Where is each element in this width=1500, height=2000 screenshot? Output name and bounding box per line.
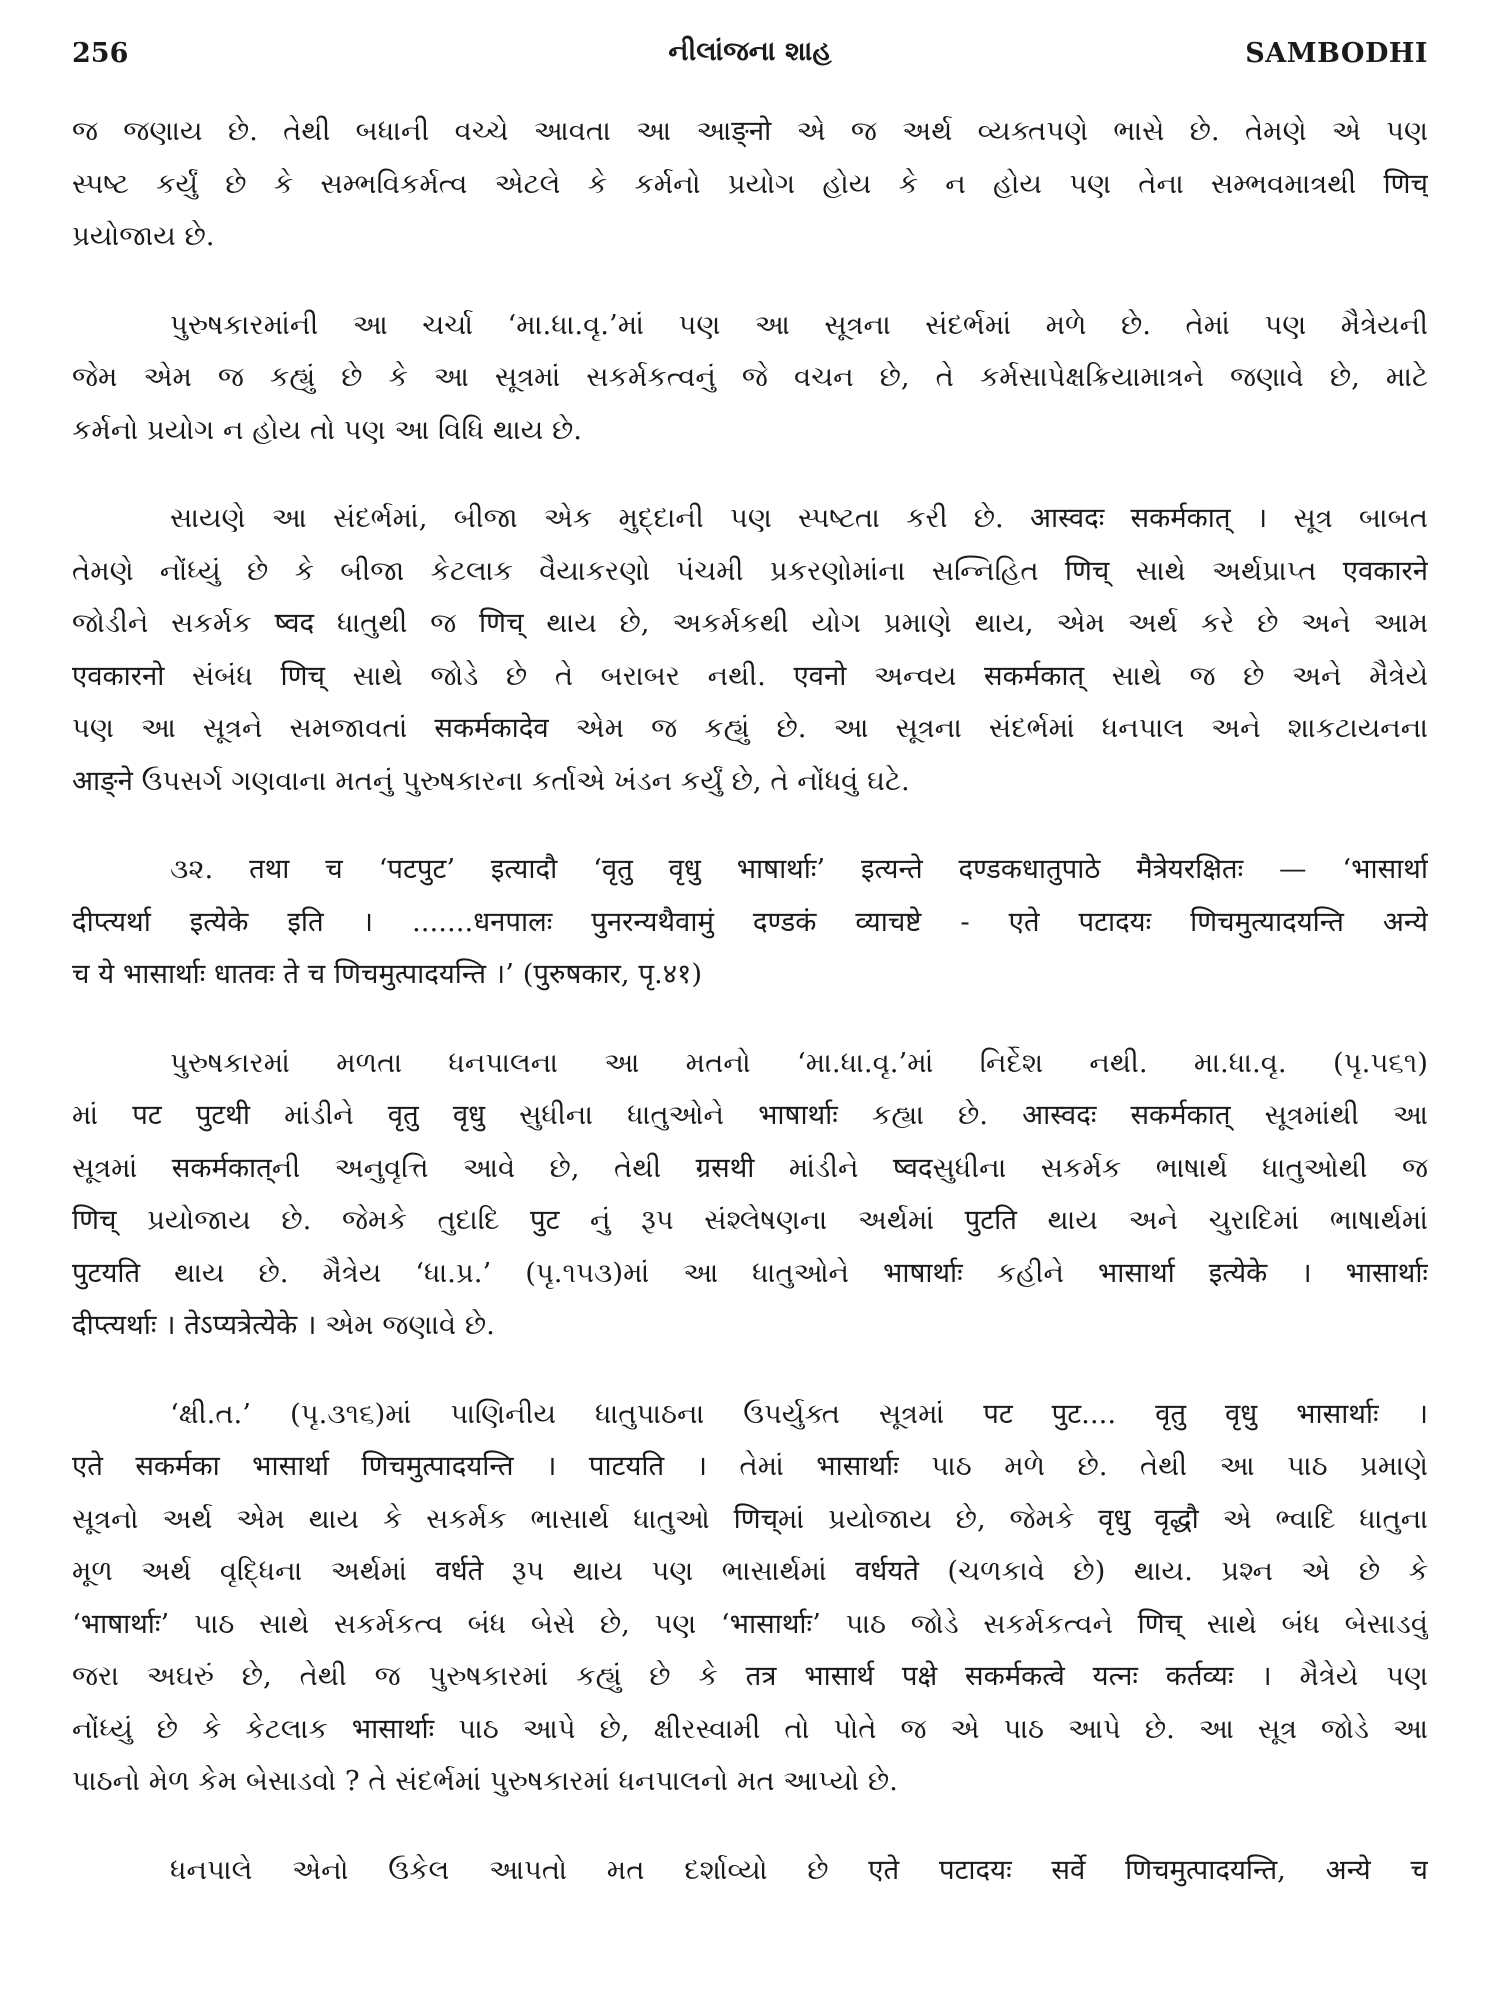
text-line: ‘भाषार्थाः’ પાઠ સાથે સકર્મકત્વ બંધ બેસે છે, પણ ‘भासार्थाः’ પાઠ જોડે સકર્મકત્વને णिच् સાથે બંધ બેસાડવું — [72, 1607, 1428, 1640]
text-line: પુરુષકારમાં મળતા ધનપાલના આ મતનો ‘મા.ધા.વૃ.’માં નિર્દેશ નથી. મા.ધા.વૃ. (પૃ.૫૬૧) — [170, 1046, 1428, 1079]
text-line: ૩૨. तथा च ‘पटपुट’ इत्यादौ ‘वृतु वृधु भाषार्थाः’ इत्यन्ते दण्डकधातुपाठे मैत्रेयरक्षितः — ‘भासार्था — [170, 853, 1428, 885]
text-line: एवकारनो સંબંધ णिच् સાથે જોડે છે તે બરાબર નથી. एवनो અન્વય सकर्मकात् સાથે જ છે અને મૈત્રેયે — [72, 659, 1428, 692]
text-line: જરા અઘરું છે, તેથી જ પુરુષકારમાં કહ્યું છે કે तत्र भासार्थ पक्षे सकर्मकत्वे यत्नः कर्तव्यः । મૈત્રેયે પણ — [72, 1660, 1428, 1692]
text-line: પ્રયોજાય છે. — [72, 220, 215, 252]
text-line: णिच् પ્રયોજાય છે. જેમકે તુદાદિ पुट નું રૂપ સંશ્લેષણના અર્થમાં पुटति થાય અને ચુરાદિમાં ભાષાર્થમાં — [72, 1204, 1428, 1236]
text-line: પણ આ સૂત્રને સમજાવતાં सकर्मकादेव એમ જ કહ્યું છે. આ સૂત્રના સંદર્ભમાં ધનપાલ અને શાકટાયનના — [72, 712, 1428, 744]
paragraph-1 — [72, 105, 1428, 263]
text-line: एते सकर्मका भासार्था णिचमुत्पादयन्ति । पाटयति । તેમાં भासार्थाः પાઠ મળે છે. તેથી આ પાઠ પ્રમાણે — [72, 1450, 1428, 1482]
text-line: પુરુષકારમાંની આ ચર્ચા ‘મા.ધા.વૃ.’માં પણ આ સૂત્રના સંદર્ભમાં મળે છે. તેમાં પણ મૈત્રેયની — [170, 308, 1428, 341]
author-name: નીલાંજના શાહ — [668, 36, 832, 67]
text-line: જેમ એમ જ કહ્યું છે કે આ સૂત્રમાં સકર્મકત્વનું જે વચન છે, તે કર્મસાપેક્ષક્રિયામાત્રને જણાવે છે, માટે — [72, 361, 1428, 393]
paragraph-2 — [72, 299, 1428, 457]
paragraph-6 — [72, 1844, 1428, 1897]
text-line: आङ्ने ઉપસર્ગ ગણવાના મતનું પુરુષકારના કર્તાએ ખંડન કર્યું છે, તે નોંધવું ઘટે. — [72, 764, 910, 797]
book-page — [72, 0, 1428, 2000]
paragraph-3 — [72, 492, 1428, 807]
text-line: માં पट पुटथी માંડીને वृतु वृधु સુધીના ધાતુઓને भाषार्थाः કહ્યા છે. आस्वदः सकर्मकात् સૂત્રમાંથી આ — [72, 1099, 1428, 1131]
text-line: કર્મનો પ્રયોગ ન હોય તો પણ આ વિધિ થાય છે. — [72, 413, 582, 446]
text-line: च ये भासार्थाः धातवः ते च णिचमुत्पादयन्ति ।’ (पुरुषकार, पृ.४१) — [72, 958, 703, 990]
text-line: ધનપાલે એનો ઉકેલ આપતો મત દર્શાવ્યો છે एते पटादयः सर्वे णिचमुत्पादयन्ति, अन्ये च — [170, 1853, 1428, 1886]
text-line: दीप्त्यर्थाः । तेऽप्यत्रेत्येके । એમ જણાવે છે. — [72, 1309, 495, 1341]
paragraph-5 — [72, 1388, 1428, 1808]
text-line: જ જણાય છે. તેથી બધાની વચ્ચે આવતા આ આङ्नो એ જ અર્થ વ્યક્તપણે ભાસે છે. તેમણે એ પણ — [72, 115, 1428, 147]
text-line: સૂત્રમાં सकर्मकात्‌ની અનુવૃત્તિ આવે છે, તેથી ग्रसथी માંડીને ष्वदસુધીના સકર્મક ભાષાર્થ ધાતુઓથી જ — [72, 1151, 1428, 1184]
text-line: पुटयति થાય છે. મૈત્રેય ‘ધા.પ્ર.’ (પૃ.૧૫૩)માં આ ધાતુઓને भाषार्थाः કહીને भासार्था इत्येके । भासार्थाः — [72, 1256, 1428, 1289]
footnote-paragraph-32 — [72, 843, 1428, 1001]
page-number: 256 — [72, 38, 129, 69]
text-line: ‘ક્ષી.ત.’ (પૃ.૩૧૬)માં પાણિનીય ધાતુપાઠના ઉપર્યુક્ત સૂત્રમાં पट पुट.... वृतु वृधु भासार्थाः । — [170, 1397, 1428, 1430]
running-header — [72, 30, 1428, 80]
text-line: સૂત્રનો અર્થ એમ થાય કે સકર્મક ભાસાર્થ ધાતુઓ णिच्‌માં પ્રયોજાય છે, જેમકે वृधु वृद्धौ એ ભ્વાદિ ધાતુના — [72, 1502, 1428, 1535]
body-text — [72, 105, 1428, 1932]
text-line: તેમણે નોંધ્યું છે કે બીજા કેટલાક વૈયાકરણો પંચમી પ્રકરણોમાંના સન્નિહિત णिच् સાથે અર્થપ્રાપ્ત एवकारने — [72, 554, 1428, 587]
text-line: સાયણે આ સંદર્ભમાં, બીજા એક મુદ્દાની પણ સ્પષ્ટતા કરી છે. आस्वदः सकर्मकात् । સૂત્ર બાબત — [170, 502, 1428, 534]
text-line: પાઠનો મેળ કેમ બેસાડવો ? તે સંદર્ભમાં પુરુષકારમાં ધનપાલનો મત આપ્યો છે. — [72, 1765, 898, 1797]
text-line: જોડીને સકર્મક ष्वद ધાતુથી જ णिच् થાય છે, અકર્મકથી યોગ પ્રમાણે થાય, એમ અર્થ કરે છે અને આમ — [72, 607, 1428, 639]
text-line: दीप्त्यर्था इत्येके इति । .......धनपालः पुनरन्यथैवामुं दण्डकं व्याचष्टे - एते पटादयः णिचमुत्यादयन्ति अन्ये — [72, 905, 1428, 938]
paragraph-4 — [72, 1037, 1428, 1352]
text-line: સ્પષ્ટ કર્યું છે કે સમ્ભવિકર્મત્વ એટલે કે કર્મનો પ્રયોગ હોય કે ન હોય પણ તેના સમ્ભવમાત્રથી णिच् — [72, 167, 1428, 200]
text-line: નોંધ્યું છે કે કેટલાક भासार्थाः પાઠ આપે છે, ક્ષીરસ્વામી તો પોતે જ એ પાઠ આપે છે. આ સૂત્ર જોડે આ — [72, 1712, 1428, 1745]
text-line: મૂળ અર્થ વૃદ્ધિના અર્થમાં वर्धते રૂપ થાય પણ ભાસાર્થમાં वर्धयते (ચળકાવે છે) થાય. પ્રશ્ન એ છે કે — [72, 1555, 1428, 1587]
journal-name: SAMBODHI — [1245, 38, 1428, 69]
